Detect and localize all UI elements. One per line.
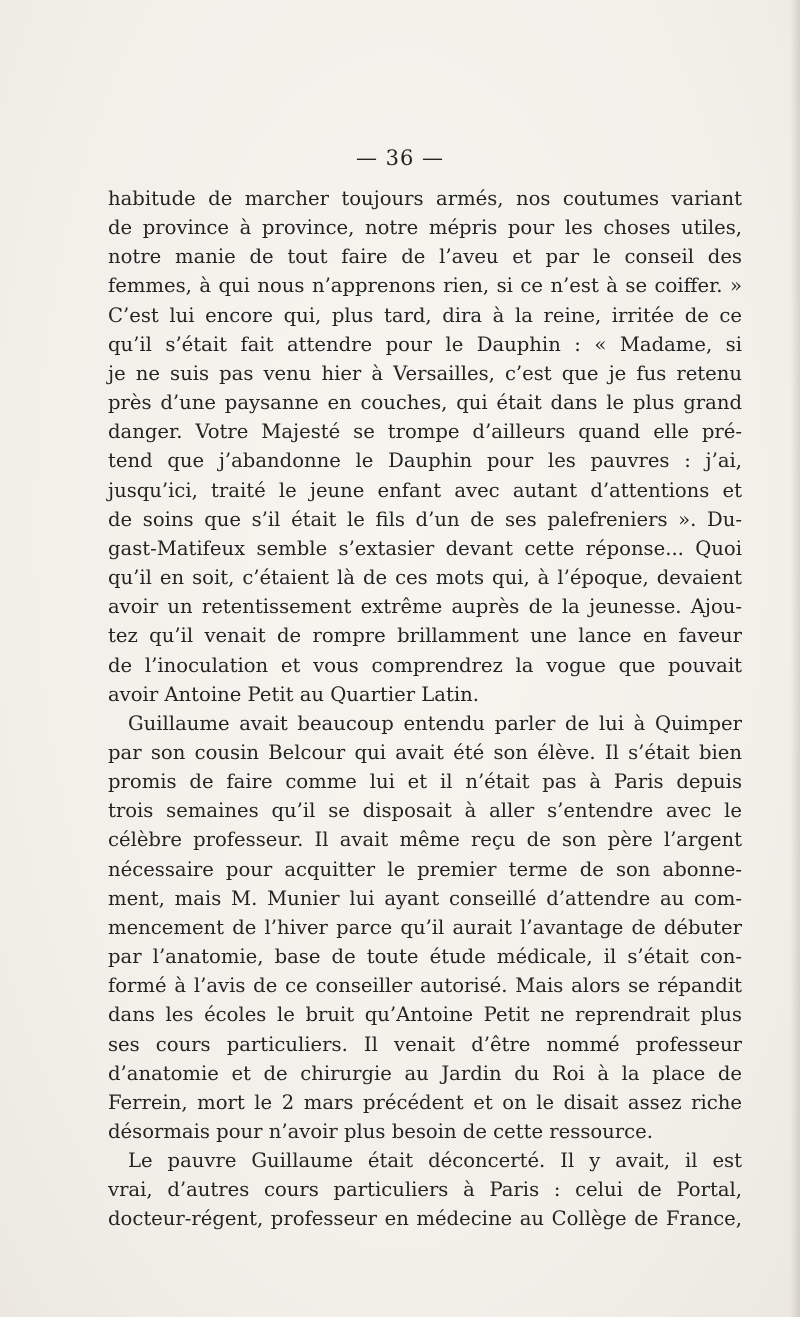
text-line: jusqu’ici, traité le jeune enfant avec autant d’attentions et — [108, 478, 742, 502]
text-line: formé à l’avis de ce conseiller autorisé. Mais alors se répandit — [108, 974, 742, 998]
text-line: qu’il s’était fait attendre pour le Dauphin : « Madame, si — [108, 332, 742, 356]
text-line: désormais pour n’avoir plus besoin de cette ressource. — [108, 1120, 653, 1143]
text-line: de province à province, notre mépris pour les choses utiles, — [108, 216, 742, 240]
text-line: je ne suis pas venu hier à Versailles, c’est que je fus retenu — [108, 361, 742, 385]
page-number: — 36 — — [355, 146, 445, 170]
text-line: danger. Votre Majesté se trompe d’ailleurs quand elle pré- — [108, 420, 742, 444]
text-line: de l’inoculation et vous comprendrez la vogue que pouvait — [108, 653, 742, 677]
text-line: Guillaume avait beaucoup entendu parler de lui à Quimper — [128, 711, 742, 735]
text-line: vrai, d’autres cours particuliers à Paris : celui de Portal, — [108, 1178, 742, 1202]
text-line: notre manie de tout faire de l’aveu et par le conseil des — [108, 245, 742, 269]
text-line: ses cours particuliers. Il venait d’être nommé professeur — [108, 1032, 742, 1056]
text-line: d’anatomie et de chirurgie au Jardin du Roi à la place de — [108, 1061, 742, 1085]
text-line: docteur-régent, professeur en médecine au Collège de France, — [108, 1207, 742, 1231]
text-line: Le pauvre Guillaume était déconcerté. Il y avait, il est — [128, 1149, 742, 1173]
text-line: par son cousin Belcour qui avait été son élève. Il s’était bien — [108, 740, 742, 764]
text-line: dans les écoles le bruit qu’Antoine Petit ne reprendrait plus — [108, 1003, 742, 1027]
text-line: avoir un retentissement extrême auprès de la jeunesse. Ajou- — [108, 595, 742, 619]
text-line: gast-Matifeux semble s’extasier devant cette réponse... Quoi — [108, 536, 742, 560]
text-line: trois semaines qu’il se disposait à aller s’entendre avec le — [108, 799, 742, 823]
text-line: près d’une paysanne en couches, qui était dans le plus grand — [108, 391, 742, 415]
text-line: par l’anatomie, base de toute étude médicale, il s’était con- — [108, 945, 742, 969]
page-edge-shadow — [790, 0, 800, 1317]
text-line: C’est lui encore qui, plus tard, dira à la reine, irritée de ce — [108, 303, 742, 327]
text-line: promis de faire comme lui et il n’était pas à Paris depuis — [108, 770, 742, 794]
text-line: nécessaire pour acquitter le premier terme de son abonne- — [108, 857, 742, 881]
text-line: femmes, à qui nous n’apprenons rien, si ce n’est à se coiffer. » — [108, 274, 742, 298]
text-line: mencement de l’hiver parce qu’il aurait l’avantage de débuter — [108, 915, 742, 939]
text-line: Ferrein, mort le 2 mars précédent et on le disait assez riche — [108, 1090, 742, 1114]
text-line: tez qu’il venait de rompre brillamment une lance en faveur — [108, 624, 742, 648]
body-text — [108, 184, 742, 1234]
text-line: habitude de marcher toujours armés, nos coutumes variant — [108, 187, 742, 210]
text-line: célèbre professeur. Il avait même reçu de son père l’argent — [108, 828, 742, 852]
text-line: tend que j’abandonne le Dauphin pour les pauvres : j’ai, — [108, 449, 742, 473]
text-line: ment, mais M. Munier lui ayant conseillé d’attendre au com- — [108, 886, 742, 910]
text-line: avoir Antoine Petit au Quartier Latin. — [108, 682, 479, 706]
text-line: de soins que s’il était le fils d’un de ses palefreniers ». Du- — [108, 507, 742, 531]
text-line: qu’il en soit, c’étaient là de ces mots qui, à l’époque, devaient — [108, 566, 742, 590]
